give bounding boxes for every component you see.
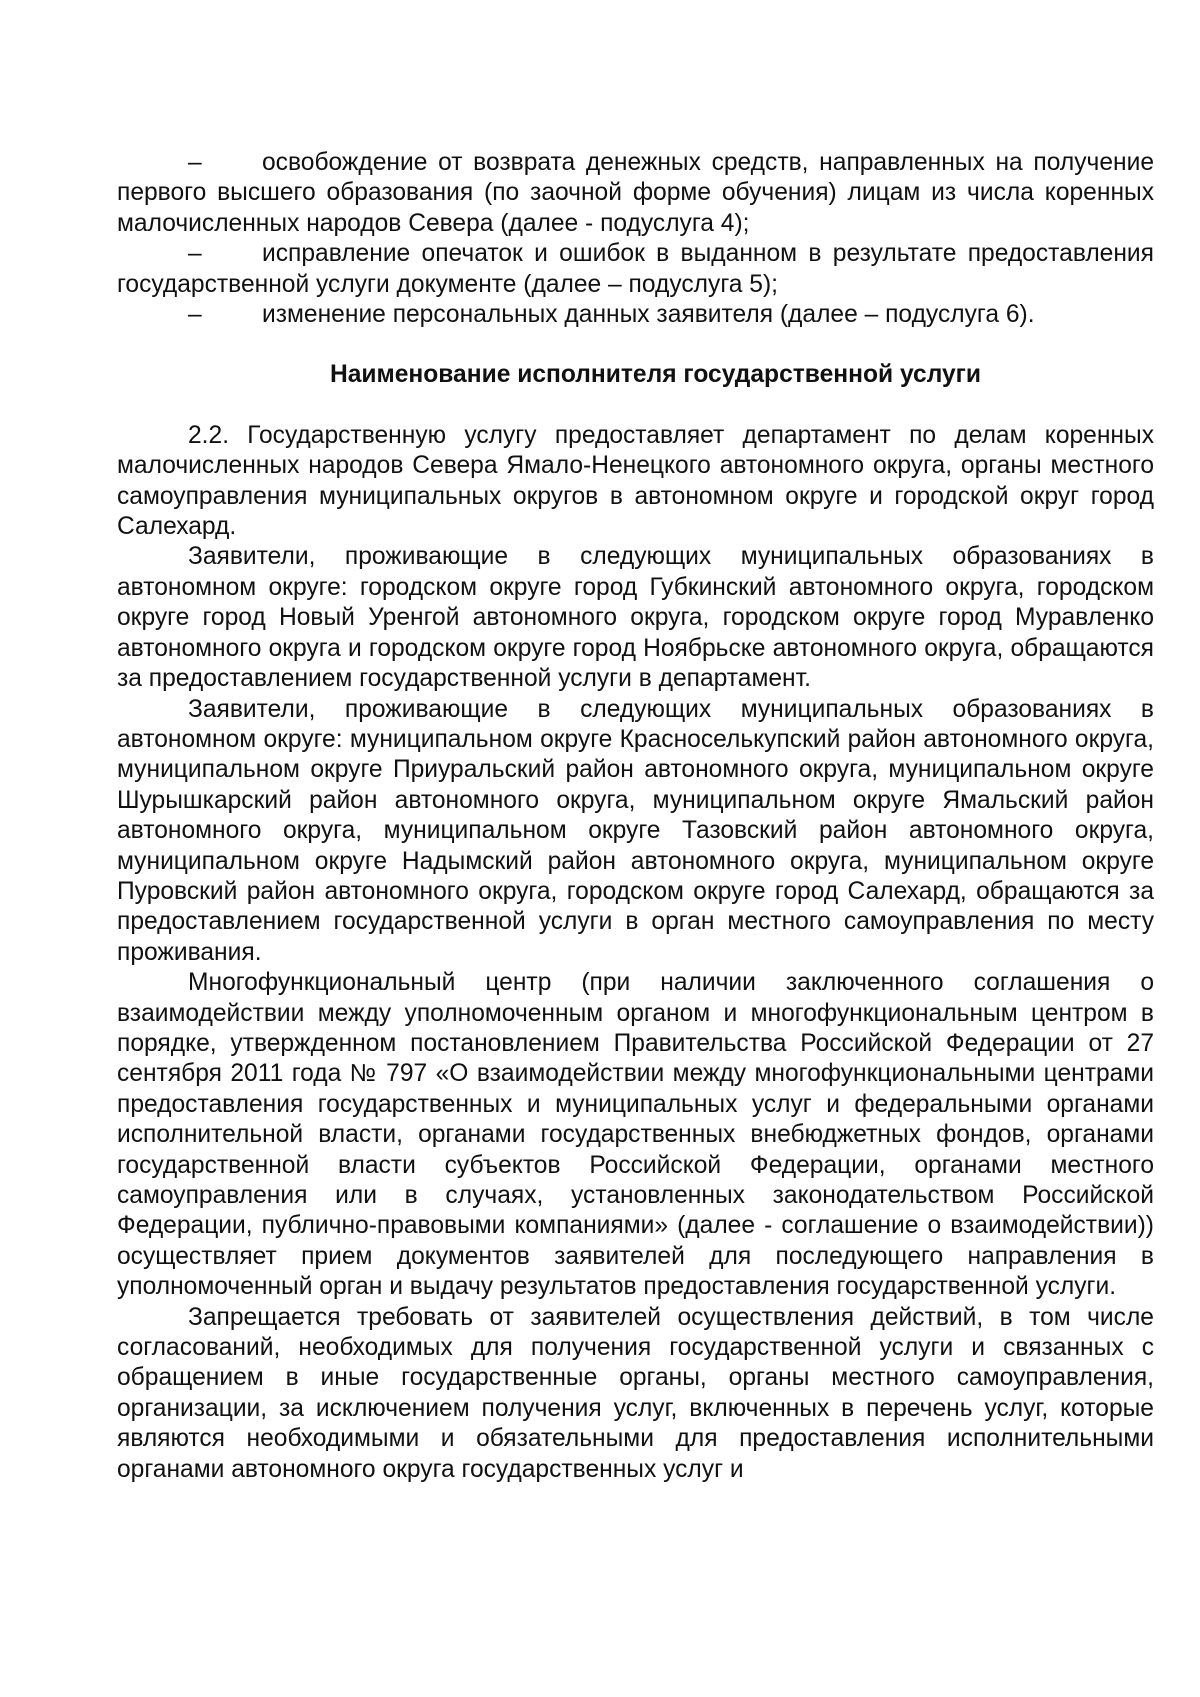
- paragraph: Запрещается требовать от заявителей осуществления действий, в том числе согласований, необходимых для получения государственной услуги и связанных с обращением в иные государственные органы, органы местного самоуправления, организации, за исключением получения услуг, включенных в перечень услуг, которые являются необходимыми и обязательными для предоставления исполнительными органами автономного округа государственных услуг и: [117, 1303, 1154, 1483]
- list-item-text: изменение персональных данных заявителя (далее – подуслуга 6).: [262, 301, 1035, 329]
- paragraph: 2.2. Государственную услугу предоставляет департамент по делам коренных малочисленных народов Севера Ямало-Ненецкого автономного округа, органы местного самоуправления муниципальных округов в автономном округе и городской округ город Салехард.: [117, 421, 1154, 541]
- list-dash: –: [188, 149, 202, 176]
- list-item: [117, 239, 1154, 300]
- document-page: [117, 148, 1154, 1485]
- paragraph: Заявители, проживающие в следующих муниципальных образованиях в автономном округе: муниципальном округе Красноселькупский район автономного округа, муниципальном округе Приуральский район автономного округа, муниципальном округе Шурышкарский район автономного округа, муниципальном округе Ямальский район автономного округа, муниципальном округе Тазовский район автономного округа, муниципальном округе Надымский район автономного округа, муниципальном округе Пуровский район автономного округа, городском округе город Салехард, обращаются за предоставлением государственной услуги в орган местного самоуправления по месту проживания.: [117, 695, 1154, 966]
- section-heading: Наименование исполнителя государственной услуги: [329, 361, 982, 389]
- list-item: [117, 300, 1154, 330]
- paragraph: Многофункциональный центр (при наличии заключенного соглашения о взаимодействии между уполномоченным органом и многофункциональным центром в порядке, утвержденном постановлением Правительства Российской Федерации от 27 сентября 2011 года № 797 «О взаимодействии между многофункциональными центрами предоставления государственных и муниципальных услуг и федеральными органами исполнительной власти, органами государственных внебюджетных фондов, органами государственной власти субъектов Российской Федерации, органами местного самоуправления или в случаях, установленных законодательством Российской Федерации, публично-правовыми компаниями» (далее - соглашение о взаимодействии)) осуществляет прием документов заявителей для последующего направления в уполномоченный орган и выдачу результатов предоставления государственной услуги.: [117, 969, 1154, 1301]
- paragraph: Заявители, проживающие в следующих муниципальных образованиях в автономном округе: городском округе город Губкинский автономного округа, городском округе город Новый Уренгой автономного округа, городском округе город Муравленко автономного округа и городском округе город Ноябрьске автономного округа, обращаются за предоставлением государственной услуги в департамент.: [117, 543, 1154, 693]
- list-item: [117, 148, 1154, 239]
- list-dash: –: [188, 301, 202, 329]
- list-dash: –: [188, 240, 202, 268]
- list-item-text: освобождение от возврата денежных средств, направленных на получение первого высшего образования (по заочной форме обучения) лицам из числа коренных малочисленных народов Севера (далее - подуслуга 4);: [117, 149, 1154, 237]
- list-item-text: исправление опечаток и ошибок в выданном в результате предоставления государственной услуги документе (далее – подуслуга 5);: [117, 240, 1154, 298]
